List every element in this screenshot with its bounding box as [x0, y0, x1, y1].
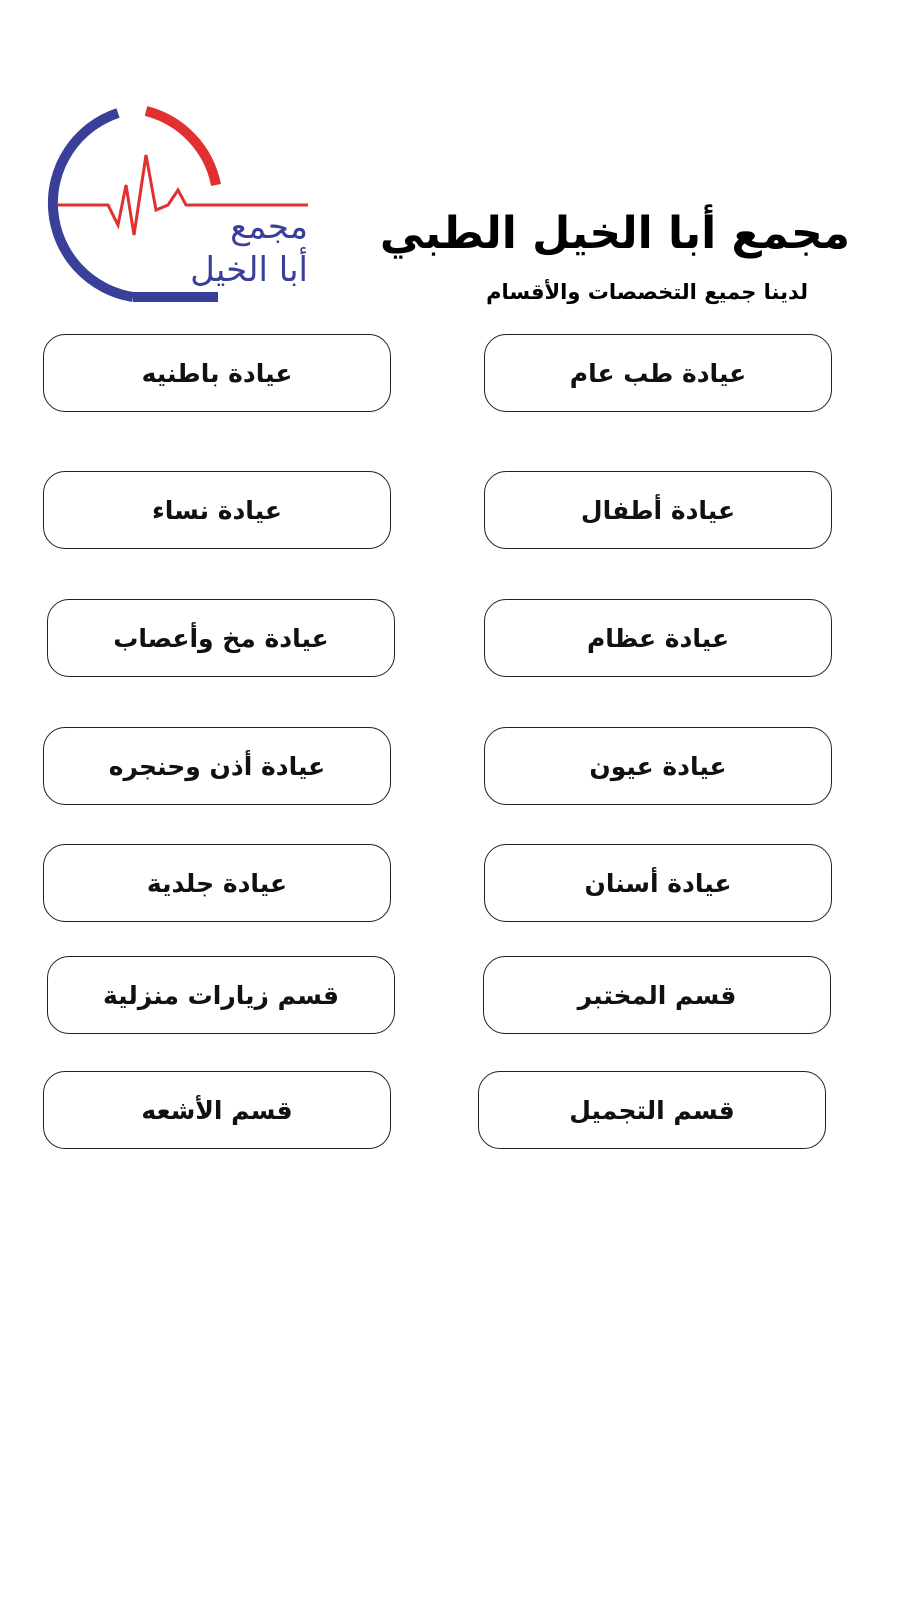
- laboratory-department-button[interactable]: قسم المختبر: [483, 956, 831, 1034]
- dental-clinic-button[interactable]: عيادة أسنان: [484, 844, 832, 922]
- orthopedics-clinic-button[interactable]: عيادة عظام: [484, 599, 832, 677]
- home-visits-department-button[interactable]: قسم زيارات منزلية: [47, 956, 395, 1034]
- radiology-department-button[interactable]: قسم الأشعه: [43, 1071, 391, 1149]
- dermatology-clinic-button[interactable]: عيادة جلدية: [43, 844, 391, 922]
- neurology-clinic-button[interactable]: عيادة مخ وأعصاب: [47, 599, 395, 677]
- clinic-logo: [38, 105, 328, 305]
- internal-medicine-clinic-button[interactable]: عيادة باطنيه: [43, 334, 391, 412]
- logo-line1: مجمع: [230, 207, 308, 247]
- page-title: مجمع أبا الخيل الطبي: [379, 208, 850, 259]
- page-subtitle: لدينا جميع التخصصات والأقسام: [486, 280, 808, 304]
- pediatrics-clinic-button[interactable]: عيادة أطفال: [484, 471, 832, 549]
- ent-clinic-button[interactable]: عيادة أذن وحنجره: [43, 727, 391, 805]
- ophthalmology-clinic-button[interactable]: عيادة عيون: [484, 727, 832, 805]
- logo-line2: أبا الخيل: [190, 250, 308, 290]
- cosmetics-department-button[interactable]: قسم التجميل: [478, 1071, 826, 1149]
- gynecology-clinic-button[interactable]: عيادة نساء: [43, 471, 391, 549]
- general-medicine-clinic-button[interactable]: عيادة طب عام: [484, 334, 832, 412]
